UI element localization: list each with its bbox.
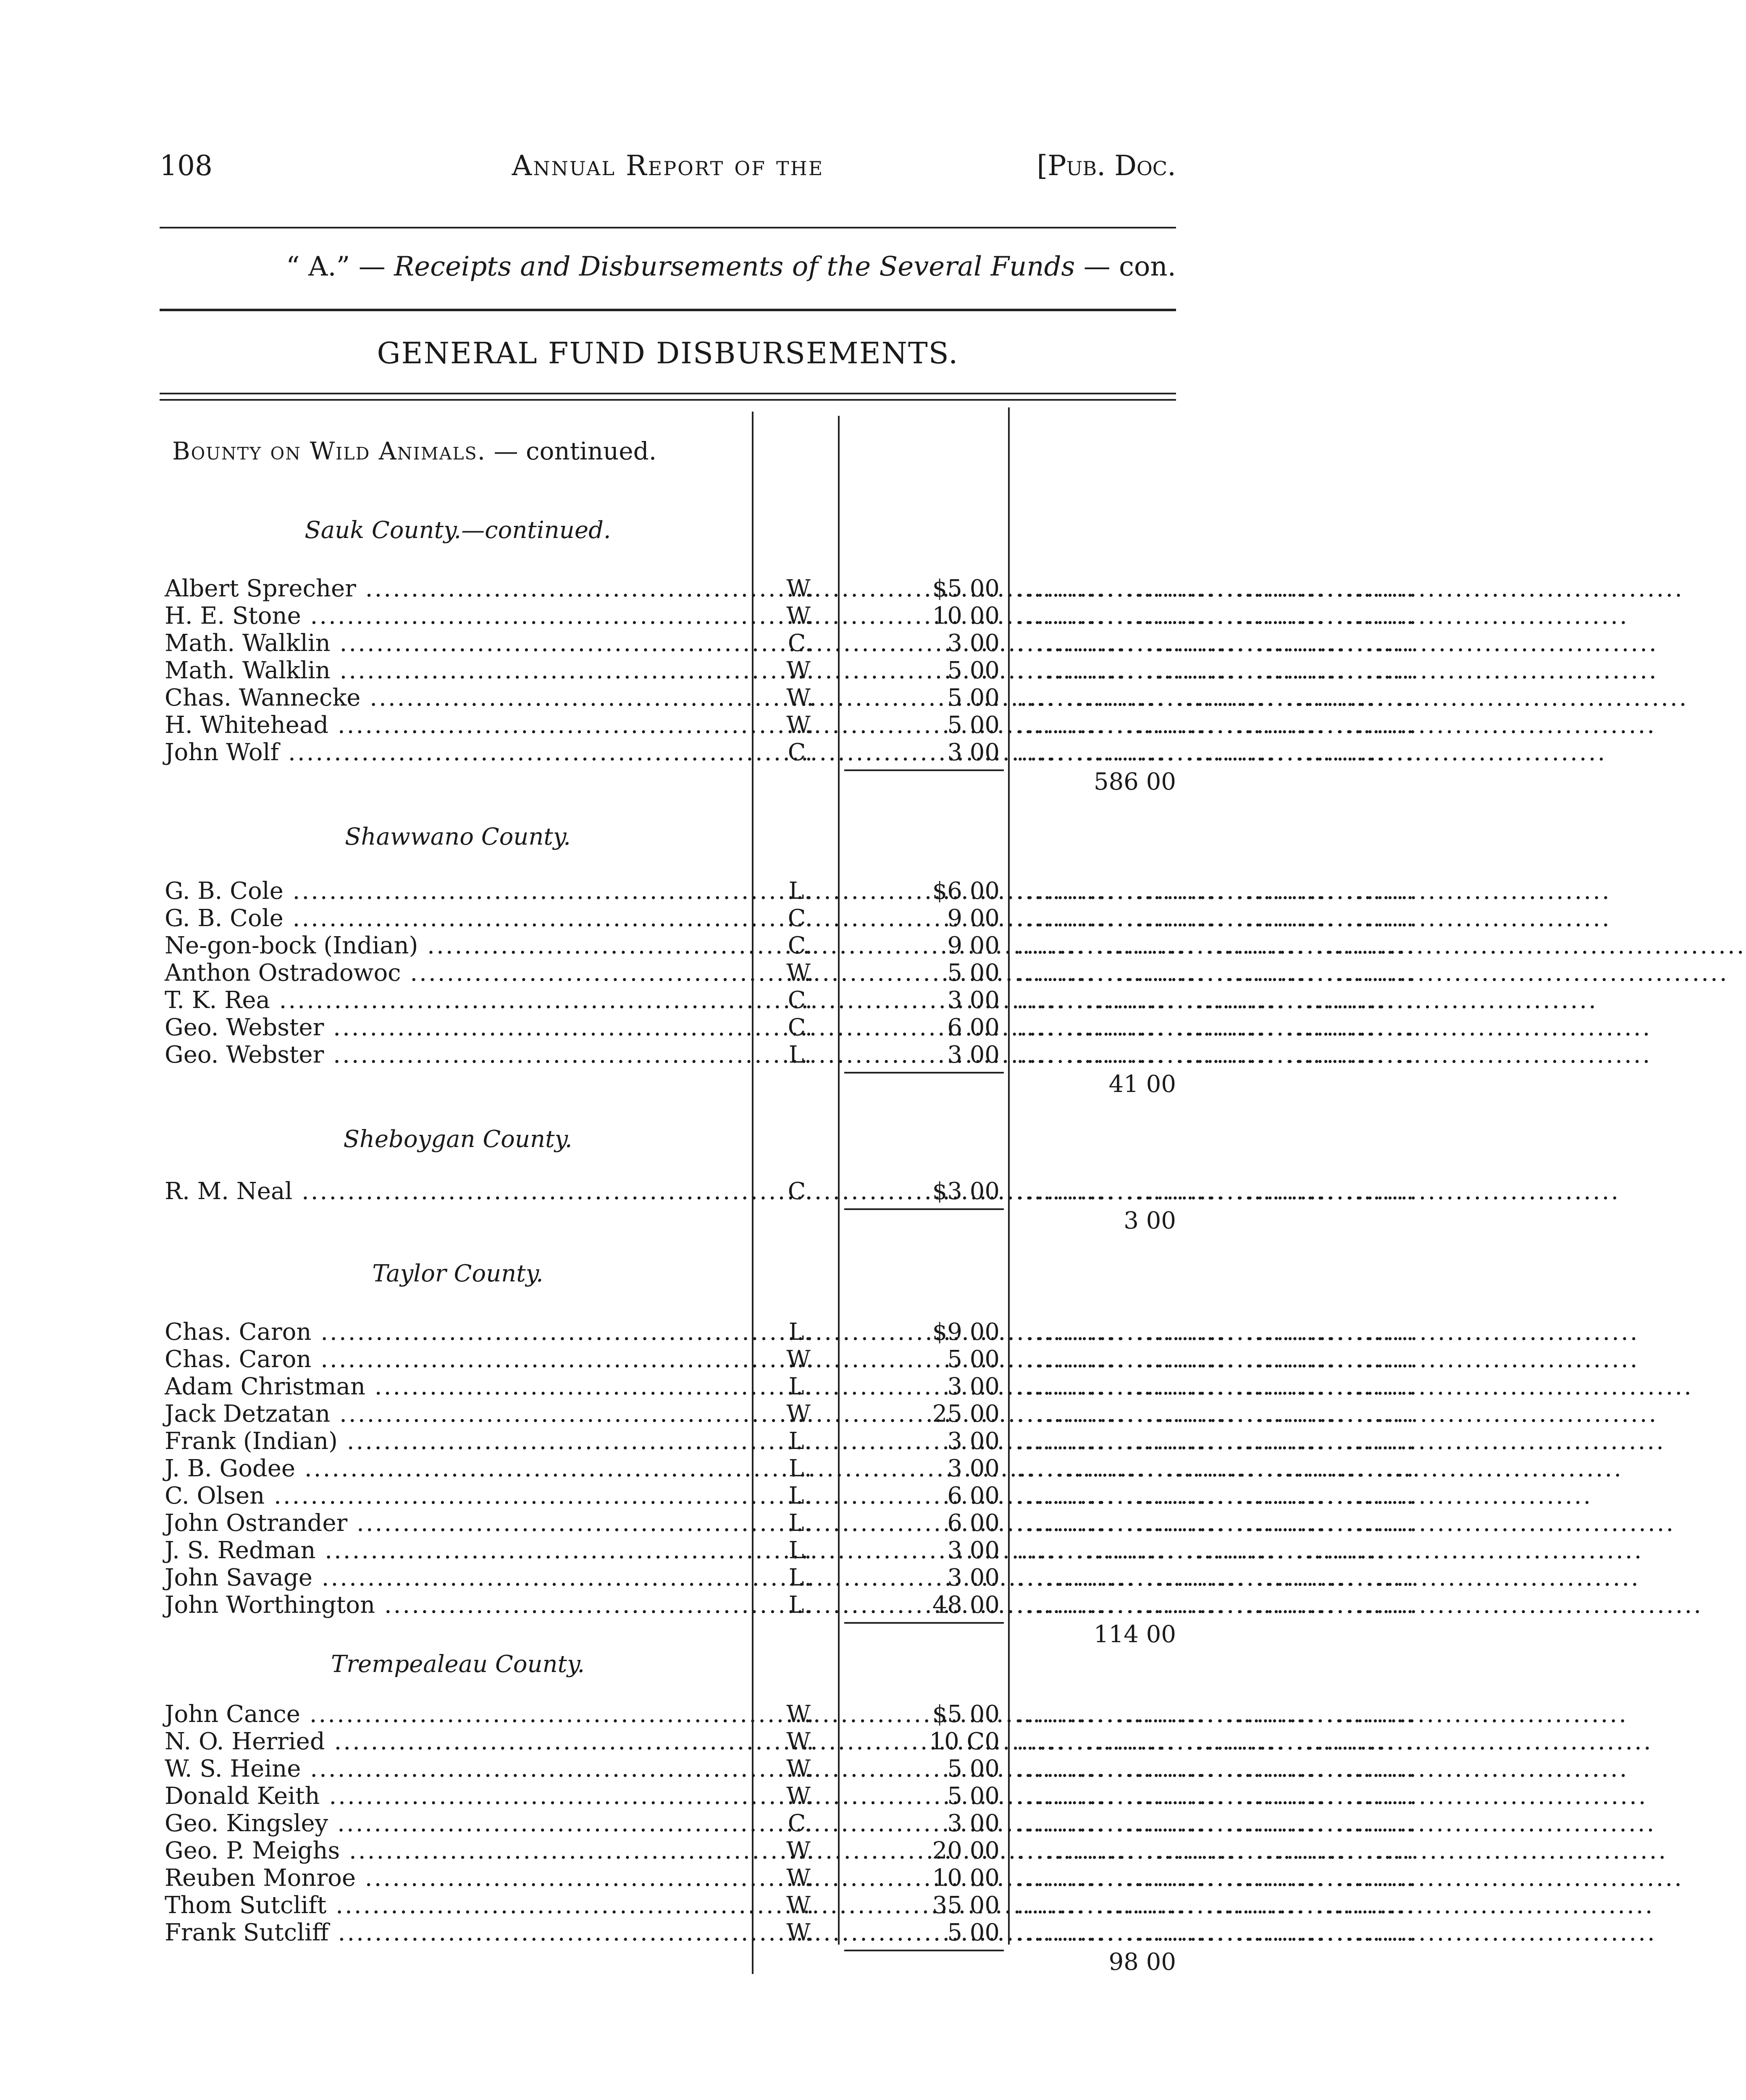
running-header [160,147,1176,185]
animal-code: L. [788,1509,812,1537]
table-row [0,739,1417,766]
leader-dots: ........................................ [1016,1014,1417,1041]
amount: $5 00 [932,1701,1000,1728]
amount: 25 00 [932,1400,1000,1428]
county-heading: Taylor County. [372,1260,543,1287]
animal-code: C. [788,1178,813,1205]
leader-dots: ........................................ [1016,657,1417,684]
animal-code: W. [786,1346,814,1373]
leader-dots: ........................................ [1016,1178,1417,1205]
county-total: 3 00 [1124,1207,1176,1234]
animal-code: C. [788,1810,813,1837]
leader-dots: ........................................ [1016,1455,1417,1482]
payee-name: C. Olsen ..... [165,1483,736,1509]
leader-dots: ........................................ [1016,877,1417,905]
payee-name: Geo. P. Meighs ..... [165,1838,736,1864]
county-total: 586 00 [1094,768,1176,795]
county-total: 41 00 [1108,1071,1176,1098]
leader-dots: ........................................ [1016,1041,1417,1068]
animal-code: C. [788,905,813,932]
animal-code: L. [788,1318,812,1346]
county-total: 98 00 [1108,1948,1176,1976]
table-row [0,602,1417,630]
animal-code: W. [786,1892,814,1919]
subtotal-rule [844,1208,1004,1210]
animal-code: W. [786,1728,814,1755]
payee-name: Frank Sutcliff ..... [165,1919,736,1946]
animal-code: L. [788,877,812,905]
payee-name: Frank (Indian) ..... [165,1428,736,1455]
payee-name: John Ostrander ..... [165,1510,736,1537]
table-row [0,1014,1417,1041]
payee-name: Thom Sutclift ..... [165,1892,736,1919]
amount: 3 00 [947,1041,1000,1068]
animal-code: W. [786,1837,814,1864]
table-row [0,1864,1417,1892]
table-row [0,1178,1417,1205]
amount: $9 00 [932,1318,1000,1346]
leader-dots: ........................................ [1016,1864,1417,1892]
payee-name: John Cance ..... [165,1701,736,1728]
animal-code: L. [788,1455,812,1482]
section-heading-rest: — continued. [486,437,657,465]
amount: 20 00 [932,1837,1000,1864]
animal-code: L. [788,1537,812,1564]
leader-dots: ........................................ [1016,575,1417,602]
amount: 10 00 [932,602,1000,630]
county-heading: Sauk County.—continued. [305,517,611,544]
payee-name: Albert Sprecher ..... [165,575,736,602]
payee-name: Math. Walklin ..... [165,630,736,657]
table-row [0,1892,1417,1919]
table-row [0,1591,1417,1619]
leader-dots: ........................................ [1016,684,1417,711]
page-number: 108 [160,150,213,182]
leader-dots: ........................................ [1016,1728,1417,1755]
county-heading: Sheboygan County. [343,1126,572,1153]
table-row [0,987,1417,1014]
table-row [0,905,1417,932]
leader-dots: ........................................ [1016,1482,1417,1509]
table-row [0,1318,1417,1346]
leader-dots: ........................................ [1016,1591,1417,1619]
subtitle-prefix: “ A.” — [286,251,394,282]
leader-dots: ........................................ [1016,1782,1417,1810]
animal-code: L. [788,1373,812,1400]
leader-dots: ........................................ [1016,1837,1417,1864]
amount: 9 00 [947,932,1000,959]
amount: 3 00 [947,739,1000,766]
animal-code: C. [788,932,813,959]
amount: 10 00 [932,1864,1000,1892]
subtitle-rule [160,309,1176,311]
table-row [0,1509,1417,1537]
leader-dots: ........................................ [1016,987,1417,1014]
payee-name: Adam Christman ..... [165,1373,736,1400]
amount: 5 00 [947,959,1000,987]
payee-name: Donald Keith ..... [165,1783,736,1810]
animal-code: W. [786,1782,814,1810]
leader-dots: ........................................ [1016,1755,1417,1782]
county-total: 114 00 [1094,1621,1176,1648]
table-row [0,1919,1417,1946]
animal-code: L. [788,1482,812,1509]
table-row [0,1482,1417,1509]
amount: $5 00 [932,575,1000,602]
animal-code: W. [786,602,814,630]
animal-code: W. [786,711,814,739]
leader-dots: ........................................ [1016,1919,1417,1946]
payee-name: H. Whitehead ..... [165,712,736,739]
leader-dots: ........................................ [1016,739,1417,766]
table-row [0,1810,1417,1837]
amount: 5 00 [947,1782,1000,1810]
table-row [0,657,1417,684]
payee-name: John Wolf ..... [165,739,736,766]
table-row [0,1755,1417,1782]
payee-name: John Worthington ..... [165,1592,736,1619]
payee-name: Jack Detzatan ..... [165,1401,736,1428]
animal-code: W. [786,575,814,602]
amount: $3 00 [932,1178,1000,1205]
table-row [0,1701,1417,1728]
payee-name: H. E. Stone ..... [165,603,736,630]
doc-label: [Pub. Doc. [1037,150,1176,182]
payee-name: Chas. Caron ..... [165,1319,736,1346]
payee-name: J. S. Redman ..... [165,1537,736,1564]
amount: 3 00 [947,630,1000,657]
subtotal-rule [844,1950,1004,1951]
running-title: Annual Report of the [512,150,824,182]
subtotal-rule [844,769,1004,771]
amount: 5 00 [947,684,1000,711]
table-row [0,932,1417,959]
animal-code: C. [788,1014,813,1041]
payee-name: Reuben Monroe ..... [165,1865,736,1892]
payee-name: Geo. Webster ..... [165,1014,736,1041]
header-rule [160,227,1176,228]
table-row [0,1564,1417,1591]
table-row [0,684,1417,711]
section-heading-caps: Bounty on Wild Animals. [172,437,486,465]
animal-code: W. [786,1755,814,1782]
leader-dots: ........................................ [1016,1892,1417,1919]
amount: 6 00 [947,1482,1000,1509]
table-row [0,1428,1417,1455]
table-row [0,1455,1417,1482]
county-heading: Shawwano County. [345,823,571,850]
leader-dots: ........................................ [1016,1509,1417,1537]
section-heading [172,437,656,465]
amount: 3 00 [947,987,1000,1014]
leader-dots: ........................................ [1016,905,1417,932]
subtotal-rule [844,1072,1004,1074]
table-row [0,630,1417,657]
amount: 3 00 [947,1810,1000,1837]
amount: 5 00 [947,657,1000,684]
leader-dots: ........................................ [1016,630,1417,657]
table-top-rule-2 [160,399,1176,401]
payee-name: Ne-gon-bock (Indian) ..... [165,932,736,959]
table-row [0,1537,1417,1564]
leader-dots: ........................................ [1016,1564,1417,1591]
table-row [0,575,1417,602]
payee-name: R. M. Neal ..... [165,1178,736,1205]
payee-name: J. B. Godee ..... [165,1455,736,1482]
amount: 3 00 [947,1455,1000,1482]
table-row [0,877,1417,905]
payee-name: T. K. Rea ..... [165,987,736,1014]
amount: 3 00 [947,1373,1000,1400]
animal-code: L. [788,1041,812,1068]
county-heading: Trempealeau County. [331,1651,585,1678]
subtitle-italic: Receipts and Disbursements of the Several Funds [394,251,1075,282]
payee-name: Geo. Kingsley ..... [165,1810,736,1837]
amount: 5 00 [947,711,1000,739]
payee-name: G. B. Cole ..... [165,905,736,932]
payee-name: Chas. Wannecke ..... [165,685,736,711]
amount: 6 00 [947,1014,1000,1041]
animal-code: C. [788,739,813,766]
leader-dots: ........................................ [1016,1537,1417,1564]
payee-name: W. S. Heine ..... [165,1756,736,1782]
animal-code: L. [788,1428,812,1455]
amount: 6 00 [947,1509,1000,1537]
table-row [0,1728,1417,1755]
table-row [0,1782,1417,1810]
payee-name: Geo. Webster ..... [165,1042,736,1068]
leader-dots: ........................................ [1016,1428,1417,1455]
payee-name: Anthon Ostradowoc ..... [165,960,736,987]
amount: 3 00 [947,1564,1000,1591]
amount: 3 00 [947,1537,1000,1564]
table-row [0,1041,1417,1068]
animal-code: W. [786,959,814,987]
animal-code: W. [786,657,814,684]
amount: 48 00 [932,1591,1000,1619]
table-row [0,959,1417,987]
payee-name: G. B. Cole ..... [165,878,736,905]
payee-name: John Savage ..... [165,1564,736,1591]
table-top-rule-1 [160,393,1176,394]
amount: 5 00 [947,1346,1000,1373]
leader-dots: ........................................ [1016,1400,1417,1428]
leader-dots: ........................................ [1016,1810,1417,1837]
animal-code: W. [786,1864,814,1892]
leader-dots: ........................................ [1016,1701,1417,1728]
table-row [0,1837,1417,1864]
animal-code: C. [788,987,813,1014]
leader-dots: ........................................ [1016,932,1417,959]
table-row [0,1373,1417,1400]
table-row [0,1400,1417,1428]
amount: 35 00 [932,1892,1000,1919]
leader-dots: ........................................ [1016,959,1417,987]
amount: 9 00 [947,905,1000,932]
animal-code: W. [786,684,814,711]
leader-dots: ........................................ [1016,1346,1417,1373]
table-row [0,711,1417,739]
amount: 5 00 [947,1919,1000,1946]
subtotal-rule [844,1622,1004,1624]
payee-name: Chas. Caron ..... [165,1346,736,1373]
payee-name: Math. Walklin ..... [165,657,736,684]
fund-title: GENERAL FUND DISBURSEMENTS. [377,336,959,370]
leader-dots: ........................................ [1016,602,1417,630]
amount: $6 00 [932,877,1000,905]
table-subtitle [160,248,1176,286]
animal-code: C. [788,630,813,657]
amount: 3 00 [947,1428,1000,1455]
table-row [0,1346,1417,1373]
leader-dots: ........................................ [1016,1373,1417,1400]
animal-code: W. [786,1701,814,1728]
animal-code: L. [788,1591,812,1619]
animal-code: W. [786,1400,814,1428]
animal-code: L. [788,1564,812,1591]
amount: 5 00 [947,1755,1000,1782]
animal-code: W. [786,1919,814,1946]
payee-name: N. O. Herried ..... [165,1728,736,1755]
leader-dots: ........................................ [1016,711,1417,739]
subtitle-suffix: — con. [1075,251,1176,282]
leader-dots: ........................................ [1016,1318,1417,1346]
amount: 10 C0 [929,1728,1000,1755]
